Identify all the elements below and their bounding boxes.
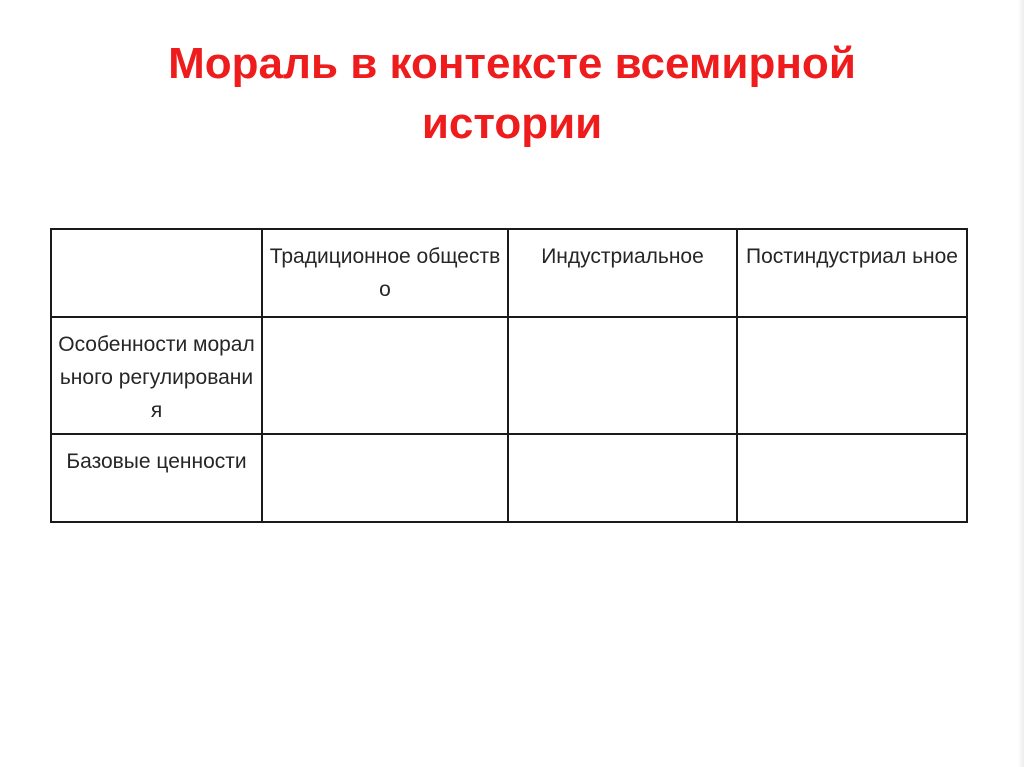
header-cell-traditional: Традиционное общество <box>262 229 508 317</box>
table-row <box>51 317 967 434</box>
table-cell <box>737 317 967 434</box>
table-cell <box>262 434 508 522</box>
table-header-row <box>51 229 967 317</box>
row-label-base-values: Базовые ценности <box>51 434 262 522</box>
table-cell <box>262 317 508 434</box>
title-line-1: Мораль в контексте всемирной <box>168 39 856 88</box>
table-cell <box>508 317 737 434</box>
table-cell <box>737 434 967 522</box>
table-cell <box>508 434 737 522</box>
comparison-table <box>50 228 968 523</box>
table-row <box>51 434 967 522</box>
title-line-2: истории <box>421 99 603 148</box>
header-cell-empty <box>51 229 262 317</box>
row-label-moral-regulation: Особенности морального регулирования <box>51 317 262 434</box>
slide-title <box>0 34 1024 154</box>
header-cell-postindustrial: Постиндустриал ьное <box>737 229 967 317</box>
header-cell-industrial: Индустриальное <box>508 229 737 317</box>
